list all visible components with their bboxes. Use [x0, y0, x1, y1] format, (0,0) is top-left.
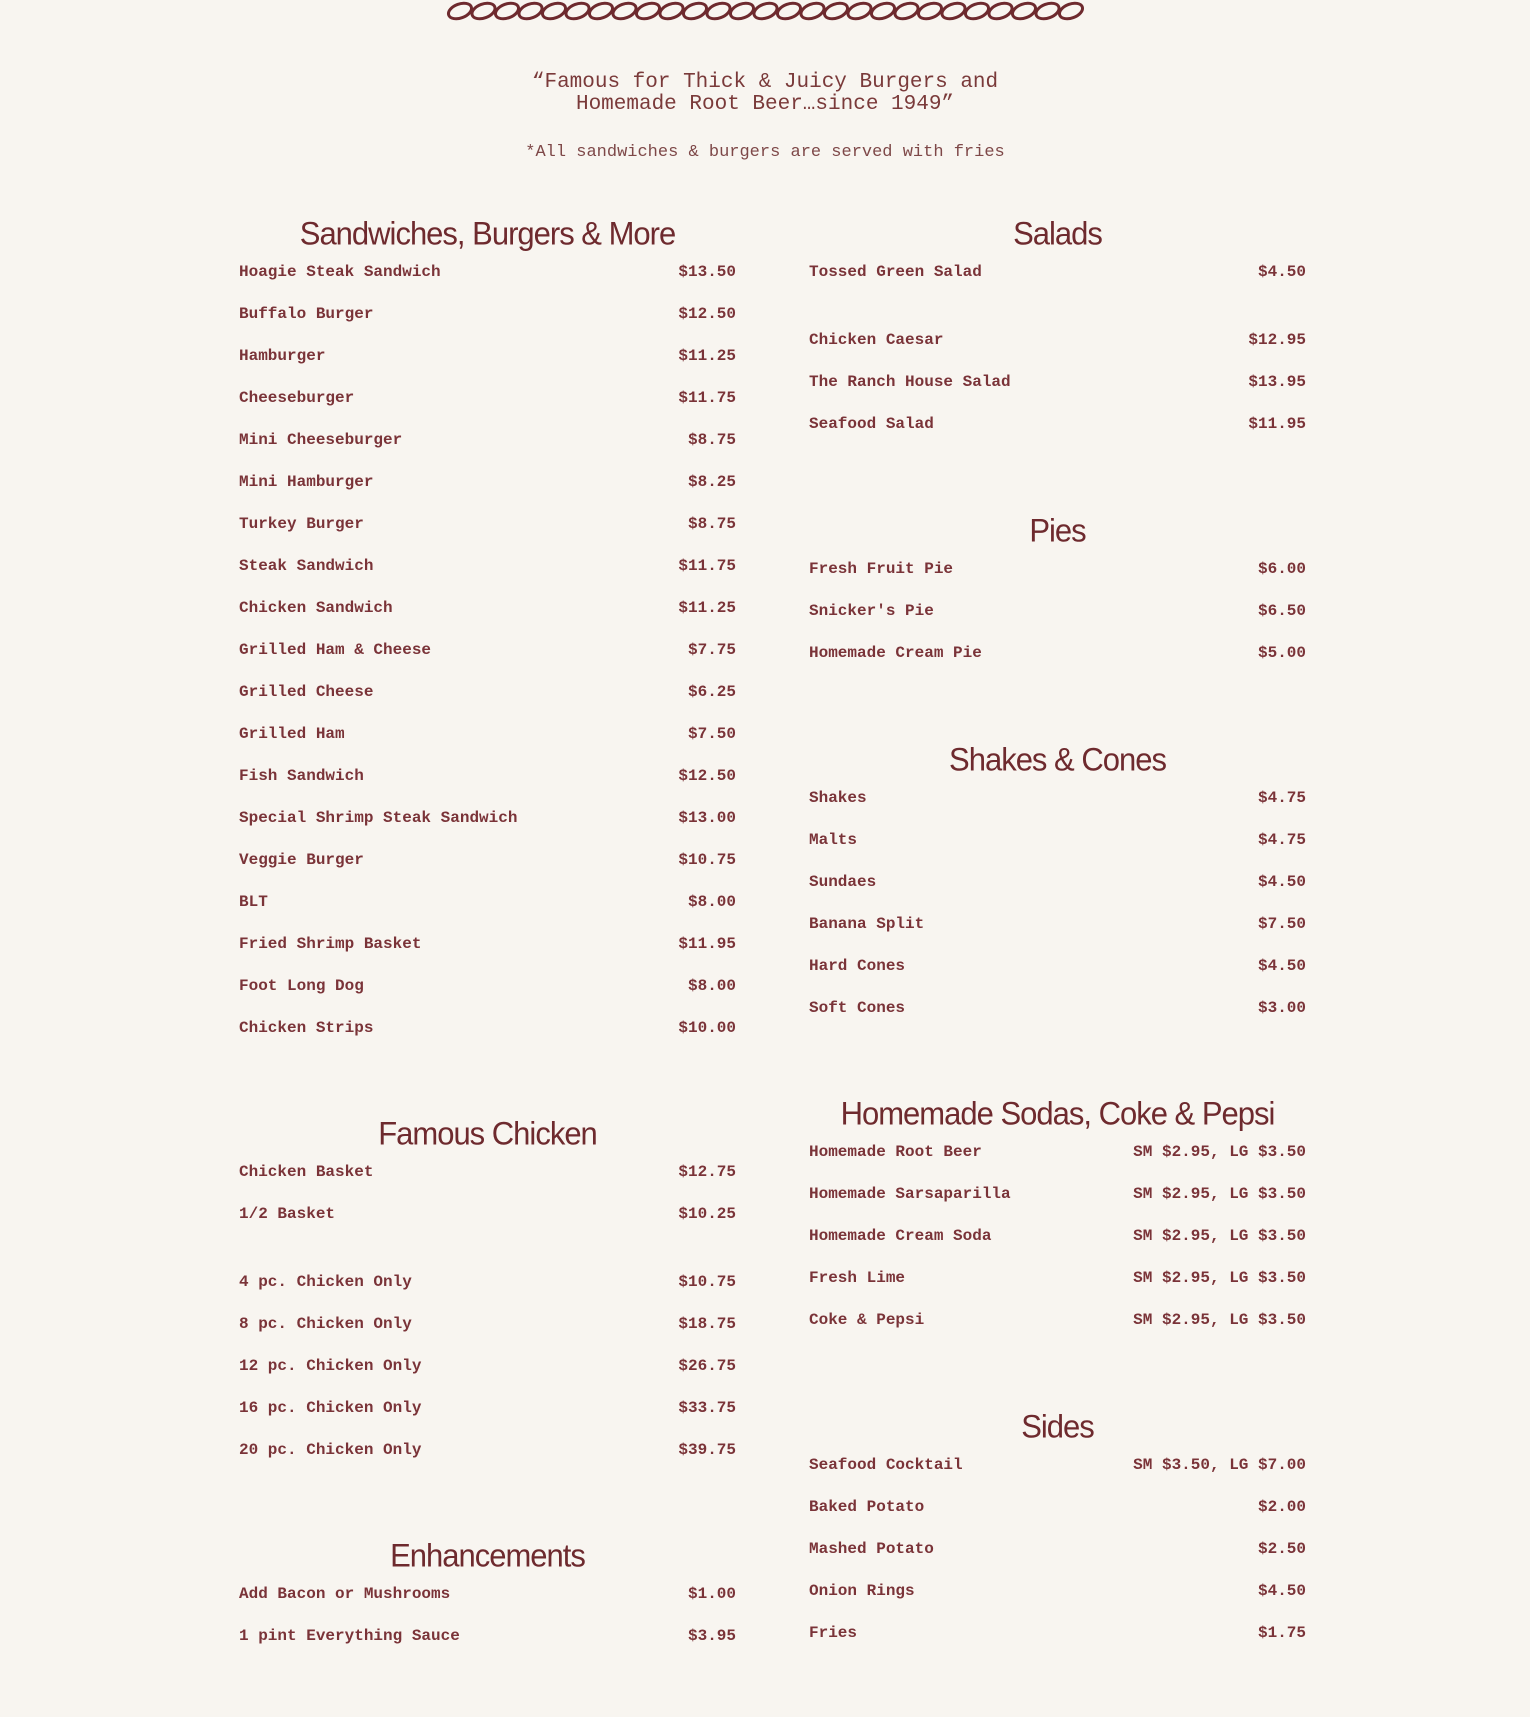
menu-item-name: Onion Rings [809, 1582, 915, 1600]
menu-item-price: $8.00 [687, 893, 736, 911]
menu-item-price: $6.00 [1257, 560, 1306, 578]
menu-item-price: $3.00 [1257, 999, 1306, 1017]
menu-item-name: Banana Split [809, 915, 925, 933]
menu-item-name: 12 pc. Chicken Only [239, 1357, 422, 1375]
menu-item-name: Homemade Root Beer [809, 1143, 982, 1161]
section-pies [809, 510, 1306, 662]
section-title: Salads [1013, 215, 1102, 252]
menu-item-price: $5.00 [1257, 644, 1306, 662]
menu-item-price: $11.95 [678, 935, 736, 953]
menu-item-price: $8.25 [687, 473, 736, 491]
menu-item [809, 829, 1306, 851]
menu-item-name: The Ranch House Salad [809, 373, 1011, 391]
menu-item-price: $7.50 [1257, 915, 1306, 933]
menu-item [809, 1538, 1306, 1560]
menu-item [809, 1141, 1306, 1163]
menu-item-price: $3.95 [687, 1627, 736, 1645]
menu-item-name: 8 pc. Chicken Only [239, 1315, 412, 1333]
menu-item [809, 600, 1306, 622]
menu-item-name: Grilled Ham & Cheese [239, 641, 432, 659]
menu-item [239, 765, 736, 787]
menu-item [239, 345, 736, 367]
menu-item-price: $10.00 [678, 1019, 736, 1037]
menu-item-price: $13.95 [1248, 373, 1306, 391]
menu-item-name: Seafood Salad [809, 415, 934, 433]
menu-item-name: Cheeseburger [239, 389, 355, 407]
menu-item-name: Fresh Lime [809, 1269, 906, 1287]
menu-item-name: Hoagie Steak Sandwich [239, 263, 441, 281]
menu-item [239, 387, 736, 409]
menu-item [239, 303, 736, 325]
menu-item-name: Homemade Cream Soda [809, 1227, 992, 1245]
menu-item-price: $12.75 [678, 1163, 736, 1181]
fries-note: *All sandwiches & burgers are served with fries [525, 143, 1005, 162]
menu-item-name: 16 pc. Chicken Only [239, 1399, 422, 1417]
section-title: Enhancements [390, 1537, 585, 1574]
menu-item-name: Chicken Strips [239, 1019, 374, 1037]
menu-item-price: $4.75 [1257, 789, 1306, 807]
menu-item-price: $7.75 [687, 641, 736, 659]
menu-item-name: Hard Cones [809, 957, 906, 975]
menu-item-name: Mini Cheeseburger [239, 431, 403, 449]
rope-ornament [440, 0, 1090, 24]
section-shakes-cones [809, 739, 1306, 1017]
menu-item-name: Shakes [809, 789, 867, 807]
menu-item-price: $10.75 [678, 1273, 736, 1291]
menu-item-name: Sundaes [809, 873, 877, 891]
menu-item [809, 997, 1306, 1019]
menu-item [809, 371, 1306, 393]
menu-item [809, 1267, 1306, 1289]
menu-item [809, 913, 1306, 935]
menu-item-name: 20 pc. Chicken Only [239, 1441, 422, 1459]
menu-item-price: $12.95 [1248, 331, 1306, 349]
menu-item-price: $8.75 [687, 431, 736, 449]
section-title: Pies [1029, 512, 1086, 549]
menu-item-price: $10.75 [678, 851, 736, 869]
menu-item [239, 513, 736, 535]
menu-item-name: Chicken Caesar [809, 331, 944, 349]
menu-item [239, 1203, 736, 1225]
menu-item-price: $6.50 [1257, 602, 1306, 620]
menu-item-price: SM $2.95, LG $3.50 [1133, 1269, 1306, 1287]
menu-item-name: Steak Sandwich [239, 557, 374, 575]
menu-item-name: Mashed Potato [809, 1540, 934, 1558]
menu-item [239, 1397, 736, 1419]
menu-item-name: Hamburger [239, 347, 326, 365]
menu-item [239, 1583, 736, 1605]
menu-item-name: 4 pc. Chicken Only [239, 1273, 412, 1291]
menu-item-price: $10.25 [678, 1205, 736, 1223]
menu-item-name: Mini Hamburger [239, 473, 374, 491]
section-title: Famous Chicken [378, 1115, 597, 1152]
menu-item-name: Turkey Burger [239, 515, 364, 533]
menu-item-price: $2.00 [1257, 1498, 1306, 1516]
menu-item-name: Coke & Pepsi [809, 1311, 925, 1329]
menu-item [809, 1225, 1306, 1247]
menu-item-price: $11.75 [678, 557, 736, 575]
menu-item-name: Homemade Sarsaparilla [809, 1185, 1011, 1203]
menu-item [239, 849, 736, 871]
menu-item [239, 807, 736, 829]
menu-item [239, 1625, 736, 1647]
menu-item-name: Fresh Fruit Pie [809, 560, 954, 578]
menu-item-price: SM $2.95, LG $3.50 [1133, 1185, 1306, 1203]
menu-item-price: $11.25 [678, 347, 736, 365]
menu-item [239, 1017, 736, 1039]
menu-item-name: Add Bacon or Mushrooms [239, 1585, 451, 1603]
section-salads [809, 213, 1306, 433]
menu-item-price: $7.50 [687, 725, 736, 743]
menu-item-name: Fries [809, 1624, 858, 1642]
menu-item-price: $18.75 [678, 1315, 736, 1333]
menu-item-price: SM $3.50, LG $7.00 [1133, 1456, 1306, 1474]
menu-item [809, 329, 1306, 351]
menu-item-name: 1/2 Basket [239, 1205, 336, 1223]
menu-item [239, 1439, 736, 1461]
menu-item [809, 558, 1306, 580]
menu-item-name: Fried Shrimp Basket [239, 935, 422, 953]
menu-item-price: $4.50 [1257, 1582, 1306, 1600]
menu-item-price: $13.00 [678, 809, 736, 827]
menu-item-price: $1.00 [687, 1585, 736, 1603]
menu-item-name: Veggie Burger [239, 851, 364, 869]
menu-item [809, 1309, 1306, 1331]
menu-item [239, 1313, 736, 1335]
section-title: Shakes & Cones [949, 741, 1166, 778]
menu-item-price: $33.75 [678, 1399, 736, 1417]
menu-item-name: Grilled Ham [239, 725, 345, 743]
menu-item [239, 1271, 736, 1293]
menu-item-price: $12.50 [678, 767, 736, 785]
menu-item-price: $12.50 [678, 305, 736, 323]
menu-item-name: Grilled Cheese [239, 683, 374, 701]
menu-item-price: $6.25 [687, 683, 736, 701]
menu-item [239, 555, 736, 577]
menu-item [809, 1496, 1306, 1518]
tagline-line-1: “Famous for Thick & Juicy Burgers and [531, 71, 999, 94]
menu-item [239, 933, 736, 955]
menu-item-name: Snicker's Pie [809, 602, 934, 620]
menu-item [239, 975, 736, 997]
menu-item [809, 413, 1306, 435]
menu-item [239, 597, 736, 619]
menu-item-price: $11.25 [678, 599, 736, 617]
menu-item-price: SM $2.95, LG $3.50 [1133, 1227, 1306, 1245]
menu-item-name: 1 pint Everything Sauce [239, 1627, 460, 1645]
tagline [0, 72, 1530, 116]
menu-item-name: Malts [809, 831, 858, 849]
menu-item-price: $1.75 [1257, 1624, 1306, 1642]
menu-item-price: $4.50 [1257, 873, 1306, 891]
menu-item-name: Chicken Basket [239, 1163, 374, 1181]
menu-item [809, 871, 1306, 893]
menu-item-price: $8.00 [687, 977, 736, 995]
menu-item-name: BLT [239, 893, 268, 911]
menu-item-name: Soft Cones [809, 999, 906, 1017]
menu-item [809, 955, 1306, 977]
menu-item-price: $11.75 [678, 389, 736, 407]
menu-item-price: $4.50 [1257, 263, 1306, 281]
menu-item [239, 1161, 736, 1183]
menu-item-name: Seafood Cocktail [809, 1456, 963, 1474]
menu-item [809, 1183, 1306, 1205]
menu-item [809, 642, 1306, 664]
menu-item-price: $4.50 [1257, 957, 1306, 975]
menu-item [809, 1454, 1306, 1476]
section-sides [809, 1406, 1306, 1642]
menu-item [239, 723, 736, 745]
section-sodas [809, 1093, 1306, 1329]
menu-item-price: $26.75 [678, 1357, 736, 1375]
menu-item-price: $11.95 [1248, 415, 1306, 433]
menu-item-price: SM $2.95, LG $3.50 [1133, 1311, 1306, 1329]
section-title: Homemade Sodas, Coke & Pepsi [840, 1095, 1275, 1132]
menu-item-name: Baked Potato [809, 1498, 925, 1516]
menu-item [239, 261, 736, 283]
menu-item-name: Homemade Cream Pie [809, 644, 982, 662]
section-title: Sandwiches, Burgers & More [299, 215, 676, 252]
menu-item-price: $8.75 [687, 515, 736, 533]
menu-item [809, 787, 1306, 809]
menu-item-name: Special Shrimp Steak Sandwich [239, 809, 518, 827]
menu-item-name: Fish Sandwich [239, 767, 364, 785]
menu-item [239, 639, 736, 661]
tagline-line-2: Homemade Root Beer…since 1949” [575, 93, 955, 116]
menu-item-price: $39.75 [678, 1441, 736, 1459]
menu-item [239, 891, 736, 913]
menu-item [239, 429, 736, 451]
menu-item-name: Chicken Sandwich [239, 599, 393, 617]
section-sandwiches [239, 213, 736, 1037]
menu-item-price: $13.50 [678, 263, 736, 281]
menu-item [809, 1580, 1306, 1602]
menu-item-price: $4.75 [1257, 831, 1306, 849]
menu-item [809, 261, 1306, 283]
menu-item-name: Buffalo Burger [239, 305, 374, 323]
menu-item [239, 471, 736, 493]
menu-item-price: SM $2.95, LG $3.50 [1133, 1143, 1306, 1161]
menu-item-name: Foot Long Dog [239, 977, 364, 995]
menu-item-price: $2.50 [1257, 1540, 1306, 1558]
menu-item [239, 1355, 736, 1377]
menu-item [239, 681, 736, 703]
section-title: Sides [1021, 1408, 1094, 1445]
menu-item-name: Tossed Green Salad [809, 263, 982, 281]
section-famous-chicken [239, 1113, 736, 1459]
section-enhancements [239, 1535, 736, 1645]
menu-item [809, 1622, 1306, 1644]
